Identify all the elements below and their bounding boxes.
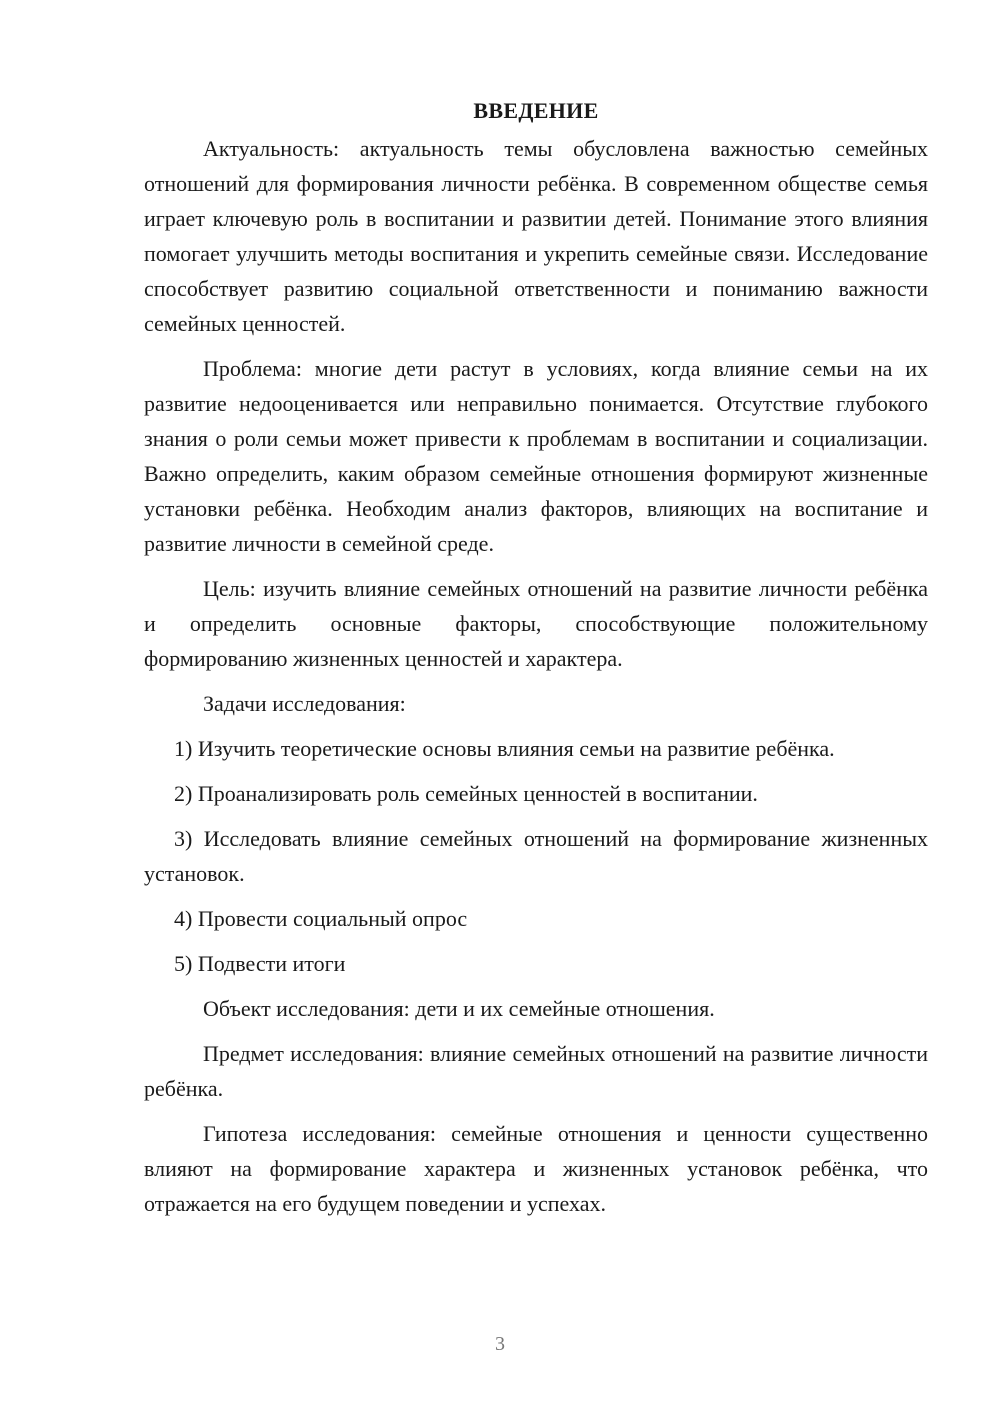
tasks-heading: Задачи исследования:: [203, 691, 406, 716]
hypothesis-paragraph: Гипотеза исследования: семейные отношения и ценности существенно влияют на формирование характера и жизненных установок ребёнка, что отражается на его будущем поведении и успехах.: [144, 1121, 928, 1216]
page-number: 3: [495, 1333, 505, 1355]
task-item: 1) Изучить теоретические основы влияния семьи на развитие ребёнка.: [174, 736, 835, 761]
relevance-paragraph: Актуальность: актуальность темы обусловлена важностью семейных отношений для формирования личности ребёнка. В современном обществе семья играет ключевую роль в воспитании и развитии детей. Понимание этого влияния помогает улучшить методы воспитания и укрепить семейные связи. Исследование способствует развитию социальной ответственности и пониманию важности семейных ценностей.: [144, 136, 928, 336]
document-title: ВВЕДЕНИЕ: [473, 98, 599, 123]
task-item: 3) Исследовать влияние семейных отношений на формирование жизненных установок.: [144, 826, 928, 886]
problem-paragraph: Проблема: многие дети растут в условиях, когда влияние семьи на их развитие недооценивается или неправильно понимается. Отсутствие глубокого знания о роли семьи может привести к проблемам в воспитании и социализации. Важно определить, каким образом семейные отношения формируют жизненные установки ребёнка. Необходим анализ факторов, влияющих на воспитание и развитие личности в семейной среде.: [144, 356, 928, 556]
document-page: [144, 96, 928, 1231]
task-item: 5) Подвести итоги: [174, 951, 346, 976]
subject-paragraph: Предмет исследования: влияние семейных отношений на развитие личности ребёнка.: [144, 1041, 928, 1101]
task-item: 4) Провести социальный опрос: [174, 906, 468, 931]
task-item: 2) Проанализировать роль семейных ценностей в воспитании.: [174, 781, 758, 806]
goal-paragraph: Цель: изучить влияние семейных отношений на развитие личности ребёнка и определить основные факторы, способствующие положительному формированию жизненных ценностей и характера.: [144, 576, 928, 671]
object-paragraph: Объект исследования: дети и их семейные отношения.: [203, 996, 715, 1021]
